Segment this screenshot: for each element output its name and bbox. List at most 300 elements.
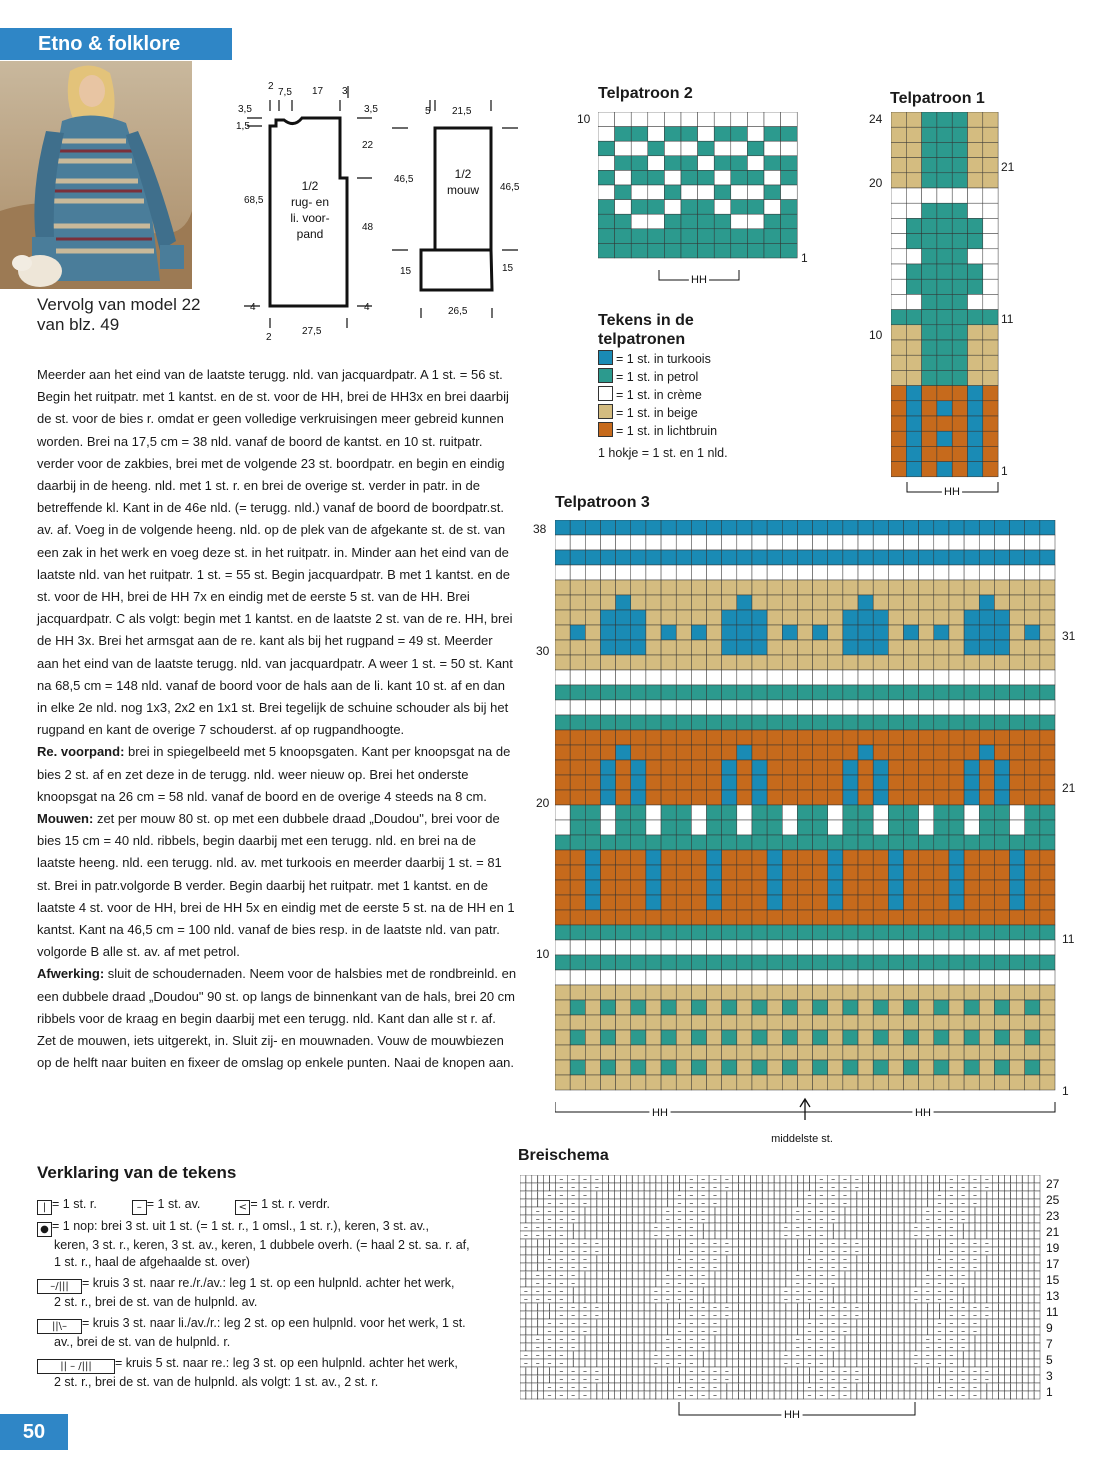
breischema-symbol: – [973, 1238, 977, 1248]
breischema-symbol: | [784, 1278, 788, 1288]
breischema-symbol: | [926, 1254, 930, 1264]
breischema-symbol: – [713, 1254, 717, 1264]
breischema-symbol: | [749, 1294, 752, 1304]
breischema-symbol: – [571, 1198, 576, 1208]
breischema-symbol: | [524, 1390, 528, 1400]
chart-cell [813, 850, 828, 865]
chart-cell [1040, 520, 1055, 535]
breischema-symbol: – [677, 1326, 682, 1336]
chart-cell [934, 910, 949, 925]
breischema-row-number: 13 [1046, 1289, 1060, 1303]
breischema-symbol: | [630, 1310, 634, 1320]
breischema-symbol: | [619, 1270, 622, 1280]
chart-cell [949, 805, 964, 820]
breischema-symbol: – [819, 1206, 824, 1216]
breischema-symbol: – [724, 1310, 729, 1320]
breischema-symbol: – [594, 1366, 599, 1376]
chart-cell [937, 310, 952, 325]
telpatroon3-middle-label: middelste st. [771, 1133, 833, 1145]
breischema-symbol: | [571, 1230, 575, 1240]
chart-cell [585, 1075, 600, 1090]
breischema-symbol: – [973, 1182, 977, 1192]
breischema-symbol: – [913, 1286, 918, 1296]
breischema-symbol: – [913, 1222, 918, 1232]
chart-cell [873, 970, 888, 985]
breischema-symbol: | [760, 1382, 764, 1392]
chart-cell [600, 580, 615, 595]
breischema-symbol: – [653, 1286, 658, 1296]
chart-cell [1040, 595, 1055, 610]
chart-cell [616, 535, 631, 550]
chart-cell [934, 985, 949, 1000]
breischema-symbol: | [879, 1310, 882, 1320]
breischema-symbol: – [523, 1286, 528, 1296]
chart-cell [983, 173, 998, 188]
breischema-symbol: | [760, 1206, 764, 1216]
chart-cell [968, 112, 983, 127]
chart-cell [937, 401, 952, 416]
chart-cell [891, 142, 906, 157]
chart-cell [949, 640, 964, 655]
breischema-symbol: – [937, 1190, 942, 1200]
breischema-symbol: | [973, 1294, 977, 1304]
breischema-symbol: | [749, 1350, 752, 1360]
chart-cell [691, 565, 706, 580]
breischema-symbol: | [571, 1294, 575, 1304]
chart-cell [964, 1015, 979, 1030]
chart-cell [968, 173, 983, 188]
chart-cell [707, 850, 722, 865]
chart-cell [828, 565, 843, 580]
chart-cell [843, 820, 858, 835]
chart-cell [767, 1060, 782, 1075]
chart-cell [934, 880, 949, 895]
breischema-symbol: | [855, 1190, 859, 1200]
chart-cell [922, 294, 937, 309]
chart-cell [691, 520, 706, 535]
chart-cell [964, 970, 979, 985]
chart-cell [707, 745, 722, 760]
chart-cell [873, 985, 888, 1000]
breischema-symbol: – [665, 1278, 670, 1288]
chart-cell [676, 580, 691, 595]
chart-cell [737, 730, 752, 745]
chart-cell [994, 820, 1009, 835]
chart-cell [934, 700, 949, 715]
chart-cell [964, 565, 979, 580]
chart-cell [919, 955, 934, 970]
chart-cell [1040, 910, 1055, 925]
breischema-symbol: – [571, 1302, 576, 1312]
breischema-symbol: – [831, 1246, 836, 1256]
breischema-symbol: | [890, 1262, 894, 1272]
chart-cell [648, 185, 665, 200]
breischema-symbol: – [677, 1270, 682, 1280]
chart-cell [949, 850, 964, 865]
chart-cell [631, 730, 646, 745]
breischema-symbol: | [725, 1334, 729, 1344]
breischema-symbol: – [807, 1342, 812, 1352]
chart-cell [873, 775, 888, 790]
chart-cell [752, 1000, 767, 1015]
breischema-symbol: – [843, 1238, 847, 1248]
breischema-symbol: | [961, 1350, 965, 1360]
chart-cell [858, 955, 873, 970]
breischema-symbol: | [1020, 1382, 1024, 1392]
breischema-symbol: | [607, 1302, 610, 1312]
chart-cell [1025, 625, 1040, 640]
breischema-symbol: | [666, 1390, 670, 1400]
breischema-symbol: | [1020, 1302, 1024, 1312]
chart-cell [903, 805, 918, 820]
breischema-symbol: | [1032, 1358, 1036, 1368]
breischema-symbol: | [666, 1366, 670, 1376]
chart-cell [952, 340, 967, 355]
breischema-symbol: – [961, 1198, 966, 1208]
breischema-symbol: | [725, 1294, 729, 1304]
chart-cell [616, 1000, 631, 1015]
chart-cell [731, 156, 748, 171]
chart-cell [737, 775, 752, 790]
breischema-symbol: – [949, 1278, 954, 1288]
breischema-symbol: | [1009, 1182, 1012, 1192]
chart-cell [600, 1000, 615, 1015]
instructions-text [37, 364, 517, 1075]
chart-cell [707, 1030, 722, 1045]
chart-cell [813, 715, 828, 730]
chart-cell [797, 580, 812, 595]
telpatroon1-r20: 20 [869, 176, 883, 190]
chart-cell [983, 264, 998, 279]
chart-cell [631, 1030, 646, 1045]
breischema-symbol: | [772, 1230, 776, 1240]
breischema-symbol: – [547, 1262, 552, 1272]
chart-cell [934, 865, 949, 880]
chart-cell [922, 325, 937, 340]
breischema-symbol: – [689, 1254, 694, 1264]
breischema-symbol: – [831, 1270, 836, 1280]
chart-cell [631, 820, 646, 835]
breischema-symbol: – [713, 1302, 717, 1312]
breischema-symbol: – [925, 1294, 930, 1304]
chart-cell [797, 1030, 812, 1045]
breischema-symbol: | [619, 1326, 622, 1336]
chart-cell [661, 580, 676, 595]
breischema-symbol: – [559, 1374, 564, 1384]
breischema-symbol: | [938, 1310, 941, 1320]
breischema-symbol: | [630, 1270, 634, 1280]
chart-cell [585, 790, 600, 805]
breischema-symbol: – [819, 1198, 824, 1208]
breischema-symbol: – [571, 1175, 576, 1184]
breischema-symbol: | [902, 1366, 906, 1376]
breischema-symbol: | [630, 1246, 634, 1256]
breischema-symbol: – [583, 1198, 587, 1208]
legend-beige-label: = 1 st. in beige [616, 406, 698, 420]
chart-cell [888, 910, 903, 925]
heading-sleeves: Mouwen: [37, 811, 94, 827]
chart-cell [813, 775, 828, 790]
chart-cell [903, 700, 918, 715]
breischema-symbol: | [879, 1358, 882, 1368]
chart-cell [934, 895, 949, 910]
breischema-symbol: | [749, 1230, 752, 1240]
chart-cell [691, 835, 706, 850]
sleeve-label-2: mouw [446, 183, 480, 197]
chart-cell [903, 535, 918, 550]
breischema-symbol: | [666, 1382, 670, 1392]
chart-cell [616, 880, 631, 895]
breischema-symbol: | [784, 1310, 788, 1320]
chart-cell [843, 1045, 858, 1060]
breischema-symbol: | [1020, 1374, 1024, 1384]
breischema-symbol: – [583, 1182, 587, 1192]
breischema-symbol: | [890, 1310, 894, 1320]
chart-cell [722, 700, 737, 715]
breischema-symbol: – [843, 1198, 847, 1208]
chart-cell [555, 700, 570, 715]
chart-cell [631, 940, 646, 955]
breischema-symbol: – [807, 1390, 812, 1400]
breischema-symbol: | [630, 1278, 634, 1288]
chart-cell [631, 955, 646, 970]
chart-cell [968, 325, 983, 340]
chart-cell [600, 820, 615, 835]
breischema-symbol: | [619, 1342, 622, 1352]
chart-cell [873, 610, 888, 625]
chart-cell [906, 462, 921, 477]
breischema-symbol: | [902, 1238, 906, 1248]
breischema-symbol: | [796, 1190, 800, 1200]
chart-cell [646, 640, 661, 655]
breischema-symbol: | [973, 1230, 977, 1240]
chart-cell [797, 925, 812, 940]
breischema-symbol: – [701, 1246, 706, 1256]
breischema-symbol: | [855, 1270, 859, 1280]
chart-cell [600, 655, 615, 670]
breischema-symbol: | [619, 1182, 622, 1192]
breischema-symbol: – [653, 1230, 658, 1240]
chart-cell [922, 462, 937, 477]
chart-cell [983, 203, 998, 218]
chart-cell [691, 970, 706, 985]
chart-cell [873, 550, 888, 565]
breischema-symbol: – [583, 1190, 587, 1200]
breischema-symbol: – [973, 1310, 977, 1320]
chart-cell [843, 850, 858, 865]
breischema-symbol: | [749, 1326, 752, 1336]
breischema-symbol: | [666, 1238, 670, 1248]
chart-cell [1025, 955, 1040, 970]
chart-cell [1010, 850, 1025, 865]
breischema-symbol: – [831, 1374, 836, 1384]
breischema-symbol: – [949, 1302, 954, 1312]
chart-cell [600, 1060, 615, 1075]
chart-cell [646, 625, 661, 640]
breischema-symbol: | [784, 1214, 788, 1224]
chart-cell [555, 910, 570, 925]
breischema-symbol: | [1032, 1175, 1036, 1184]
breischema-symbol: | [548, 1246, 551, 1256]
chart-cell [661, 640, 676, 655]
breischema-symbol: – [547, 1318, 552, 1328]
breischema-symbol: | [1020, 1390, 1024, 1400]
chart-cell [752, 640, 767, 655]
chart-cell [722, 670, 737, 685]
chart-cell [707, 925, 722, 940]
breischema-symbol: | [725, 1214, 729, 1224]
chart-cell [949, 940, 964, 955]
breischema-symbol: | [607, 1206, 610, 1216]
chart-cell [919, 895, 934, 910]
chart-cell [1010, 610, 1025, 625]
chart-cell [828, 805, 843, 820]
chart-cell [722, 910, 737, 925]
breischema-symbol: | [642, 1246, 646, 1256]
chart-cell [949, 955, 964, 970]
chart-cell [968, 340, 983, 355]
chart-cell [979, 625, 994, 640]
chart-cell [964, 760, 979, 775]
breischema-symbol: | [737, 1358, 740, 1368]
chart-cell [615, 127, 632, 142]
breischema-symbol: – [937, 1286, 942, 1296]
breischema-symbol: | [583, 1294, 587, 1304]
chart-cell [698, 214, 715, 229]
chart-cell [888, 865, 903, 880]
chart-cell [828, 880, 843, 895]
breischema-symbol: | [879, 1182, 882, 1192]
breischema-row-number: 3 [1046, 1369, 1053, 1383]
breischema-symbol: – [701, 1310, 706, 1320]
breischema-symbol: | [867, 1342, 870, 1352]
breischema-symbol: – [523, 1230, 528, 1240]
breischema-symbol: | [961, 1358, 965, 1368]
breischema-symbol: – [547, 1278, 552, 1288]
breischema-symbol: | [760, 1198, 764, 1208]
chart-cell [782, 625, 797, 640]
section-tag: Etno & folklore [0, 28, 232, 60]
chart-cell [767, 535, 782, 550]
chart-cell [631, 850, 646, 865]
breischema-symbol: – [819, 1318, 824, 1328]
chart-cell [873, 1045, 888, 1060]
chart-cell [873, 760, 888, 775]
breischema-symbol: | [997, 1366, 1000, 1376]
breischema-symbol: | [867, 1222, 870, 1232]
chart-cell [722, 850, 737, 865]
chart-cell [648, 214, 665, 229]
breischema-symbol: – [547, 1206, 552, 1216]
chart-cell [616, 805, 631, 820]
chart-cell [731, 243, 748, 258]
chart-cell [994, 745, 1009, 760]
breischema-symbol: – [831, 1206, 836, 1216]
breischema-symbol: | [902, 1302, 906, 1312]
chart-cell [722, 745, 737, 760]
chart-cell [752, 985, 767, 1000]
chart-cell [767, 1030, 782, 1045]
chart-cell [600, 595, 615, 610]
chart-cell [843, 730, 858, 745]
breischema-symbol: | [997, 1350, 1000, 1360]
chart-cell [964, 730, 979, 745]
breischema-symbol: | [725, 1206, 729, 1216]
breischema-symbol: – [807, 1334, 812, 1344]
breischema-symbol: – [973, 1198, 977, 1208]
breischema-symbol: | [772, 1310, 776, 1320]
chart-cell [698, 112, 715, 127]
chart-cell [752, 955, 767, 970]
breischema-symbol: – [961, 1390, 966, 1400]
breischema-symbol: | [879, 1334, 882, 1344]
breischema-symbol: | [808, 1302, 811, 1312]
breischema-symbol: | [890, 1254, 894, 1264]
chart-cell [843, 895, 858, 910]
breischema-symbol: | [595, 1230, 599, 1240]
chart-cell [631, 910, 646, 925]
chart-cell [919, 1000, 934, 1015]
chart-cell [813, 790, 828, 805]
chart-cell [598, 229, 615, 244]
breischema-symbol: | [536, 1326, 540, 1336]
breischema-symbol: | [607, 1182, 610, 1192]
telpatroon3-title: Telpatroon 3 [555, 494, 650, 511]
breischema-symbol: | [879, 1246, 882, 1256]
breischema-symbol: – [961, 1214, 966, 1224]
chart-cell [1040, 1015, 1055, 1030]
breischema-symbol: – [571, 1254, 576, 1264]
breischema-symbol: | [737, 1366, 740, 1376]
breischema-symbol: | [997, 1262, 1000, 1272]
breischema-symbol: – [819, 1342, 824, 1352]
breischema-symbol: – [831, 1334, 836, 1344]
breischema-symbol: – [807, 1214, 812, 1224]
chart-cell [570, 1030, 585, 1045]
chart-cell [891, 310, 906, 325]
breischema-symbol: | [772, 1350, 776, 1360]
breischema-symbol: | [701, 1222, 705, 1232]
breischema-symbol: | [914, 1390, 918, 1400]
breischema-symbol: | [1009, 1278, 1012, 1288]
breischema-symbol: | [772, 1190, 776, 1200]
chart-cell [983, 294, 998, 309]
chart-cell [598, 170, 615, 185]
chart-cell [707, 610, 722, 625]
chart-cell [570, 910, 585, 925]
chart-cell [949, 775, 964, 790]
breischema-symbol: | [654, 1254, 658, 1264]
chart-cell [934, 745, 949, 760]
chart-cell [585, 535, 600, 550]
chart-cell [858, 790, 873, 805]
breischema-symbol: – [547, 1326, 552, 1336]
chart-cell [782, 670, 797, 685]
chart-cell [648, 200, 665, 215]
breischema-symbol: | [772, 1366, 776, 1376]
breischema-symbol: | [642, 1206, 646, 1216]
chart-cell [843, 910, 858, 925]
chart-cell [737, 520, 752, 535]
chart-cell [1025, 970, 1040, 985]
chart-cell [903, 550, 918, 565]
breischema-symbol: | [760, 1246, 764, 1256]
chart-cell [964, 610, 979, 625]
chart-cell [767, 520, 782, 535]
breischema-symbol: – [677, 1342, 682, 1352]
breischema-symbol: – [677, 1230, 682, 1240]
chart-cell [828, 535, 843, 550]
